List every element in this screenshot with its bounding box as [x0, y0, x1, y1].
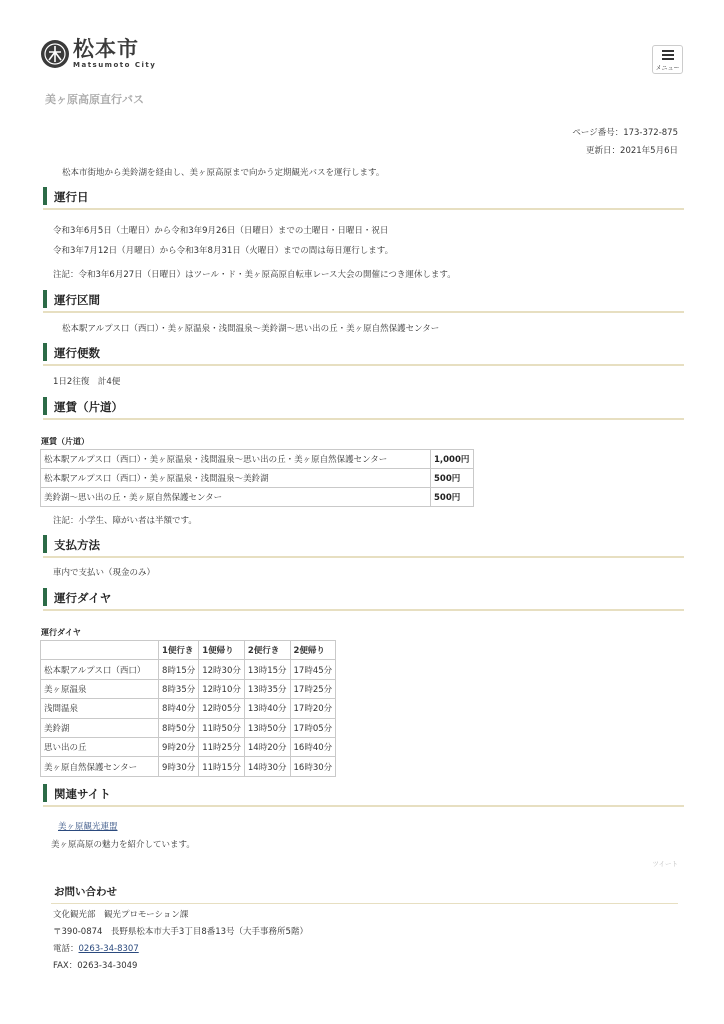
time-cell: 11時50分	[199, 718, 245, 737]
time-cell: 11時25分	[199, 737, 245, 756]
table-row	[41, 469, 474, 488]
fare-price-cell: 500円	[431, 469, 474, 488]
section-heading-route	[43, 289, 684, 313]
time-cell: 8時15分	[159, 660, 199, 679]
time-cell: 14時30分	[244, 757, 290, 776]
frequency-text: 1日2往復 計4便	[53, 377, 121, 387]
table-row	[41, 679, 336, 698]
fare-route-cell: 松本駅アルプス口（西口）・美ヶ原温泉・浅間温泉～思い出の丘・美ヶ原自然保護センター	[41, 450, 431, 469]
stop-name-cell: 美ヶ原温泉	[41, 679, 159, 698]
time-cell: 8時50分	[159, 718, 199, 737]
time-cell: 13時50分	[244, 718, 290, 737]
section-heading-operation-days	[43, 186, 684, 210]
route-text: 松本駅アルプス口（西口）・美ヶ原温泉・浅間温泉～美鈴湖～思い出の丘・美ヶ原自然保護センター	[62, 324, 440, 334]
page-title: 美ヶ原高原直行バス	[45, 93, 144, 106]
column-header: 2便行き	[244, 641, 290, 660]
heading-accent-bar	[43, 588, 47, 606]
fare-price-cell: 500円	[431, 488, 474, 507]
time-cell: 13時35分	[244, 679, 290, 698]
time-cell: 17時20分	[290, 699, 336, 718]
table-row	[41, 718, 336, 737]
contact-title: お問い合わせ	[54, 886, 117, 898]
stop-name-cell: 美鈴湖	[41, 718, 159, 737]
heading-text: 運行ダイヤ	[54, 591, 112, 605]
section-heading-payment	[43, 534, 684, 558]
logo-japanese-text: 松本市	[73, 37, 139, 61]
heading-text: 運行区間	[54, 293, 100, 307]
time-cell: 8時40分	[159, 699, 199, 718]
page-number: ページ番号：173-372-875	[572, 128, 678, 138]
operation-days-line-2: 令和3年7月12日（月曜日）から令和3年8月31日（火曜日）までの間は毎日運行します。	[53, 246, 394, 256]
table-row	[41, 450, 474, 469]
heading-text: 運行日	[54, 190, 89, 204]
site-header	[0, 0, 724, 90]
heading-text: 運賃（片道）	[54, 400, 123, 414]
tweet-button[interactable]: ツイート	[652, 860, 678, 868]
heading-text: 支払方法	[54, 538, 100, 552]
intro-text: 松本市街地から美鈴湖を経由し、美ヶ原高原まで向かう定期観光バスを運行します。	[62, 168, 385, 178]
menu-button-label: メニュー	[655, 64, 680, 72]
heading-accent-bar	[43, 187, 47, 205]
time-cell: 9時20分	[159, 737, 199, 756]
contact-tel	[53, 942, 139, 954]
table-header-row	[41, 641, 336, 660]
table-row	[41, 488, 474, 507]
contact-tel-label: 電話：	[53, 944, 79, 954]
fare-table	[40, 449, 474, 507]
hamburger-icon	[662, 50, 674, 62]
operation-days-line-1: 令和3年6月5日（土曜日）から令和3年9月26日（日曜日）までの土曜日・日曜日・祝日	[53, 226, 389, 236]
stop-name-cell: 思い出の丘	[41, 737, 159, 756]
section-heading-related	[43, 783, 684, 807]
table-row	[41, 757, 336, 776]
time-cell: 17時25分	[290, 679, 336, 698]
heading-text: 運行便数	[54, 346, 100, 360]
contact-address: 〒390-0874 長野県松本市大手3丁目8番13号（大手事務所5階）	[53, 927, 308, 937]
time-cell: 8時35分	[159, 679, 199, 698]
time-cell: 16時40分	[290, 737, 336, 756]
fare-note: 注記：小学生、障がい者は半額です。	[53, 516, 197, 526]
fare-route-cell: 美鈴湖～思い出の丘・美ヶ原自然保護センター	[41, 488, 431, 507]
stop-name-cell: 美ヶ原自然保護センター	[41, 757, 159, 776]
heading-accent-bar	[43, 535, 47, 553]
column-header: 1便行き	[159, 641, 199, 660]
heading-accent-bar	[43, 343, 47, 361]
time-cell: 17時05分	[290, 718, 336, 737]
section-heading-timetable	[43, 587, 684, 611]
related-site-description: 美ヶ原高原の魅力を紹介しています。	[51, 840, 195, 850]
heading-accent-bar	[43, 397, 47, 415]
table-row	[41, 660, 336, 679]
table-row	[41, 699, 336, 718]
heading-accent-bar	[43, 290, 47, 308]
time-cell: 14時20分	[244, 737, 290, 756]
time-cell: 16時30分	[290, 757, 336, 776]
section-heading-fare	[43, 396, 684, 420]
contact-department: 文化観光部 観光プロモーション課	[53, 910, 189, 920]
fare-route-cell: 松本駅アルプス口（西口）・美ヶ原温泉・浅間温泉～美鈴湖	[41, 469, 431, 488]
payment-text: 車内で支払い（現金のみ）	[53, 568, 156, 578]
time-cell: 12時30分	[199, 660, 245, 679]
stop-name-cell: 松本駅アルプス口（西口）	[41, 660, 159, 679]
site-logo[interactable]	[41, 38, 156, 69]
time-cell: 11時15分	[199, 757, 245, 776]
contact-divider	[51, 903, 678, 904]
updated-date: 更新日：2021年5月6日	[586, 146, 678, 156]
fare-table-caption: 運賃（片道）	[41, 437, 89, 446]
logo-english-text: Matsumoto City	[73, 61, 157, 69]
related-site-link[interactable]: 美ヶ原観光連盟	[58, 822, 118, 832]
timetable-caption: 運行ダイヤ	[41, 628, 81, 637]
time-cell: 9時30分	[159, 757, 199, 776]
menu-button[interactable]	[652, 45, 683, 74]
contact-fax: FAX：0263-34-3049	[53, 961, 138, 971]
time-cell: 12時10分	[199, 679, 245, 698]
heading-text: 関連サイト	[54, 787, 111, 801]
contact-tel-link[interactable]: 0263-34-8307	[78, 944, 139, 954]
time-cell: 17時45分	[290, 660, 336, 679]
column-header: 2便帰り	[290, 641, 336, 660]
section-heading-frequency	[43, 342, 684, 366]
column-header	[41, 641, 159, 660]
table-row	[41, 737, 336, 756]
column-header: 1便帰り	[199, 641, 245, 660]
timetable-table	[40, 640, 336, 777]
stop-name-cell: 浅間温泉	[41, 699, 159, 718]
time-cell: 13時40分	[244, 699, 290, 718]
time-cell: 12時05分	[199, 699, 245, 718]
heading-accent-bar	[43, 784, 47, 802]
fare-price-cell: 1,000円	[431, 450, 474, 469]
operation-days-note: 注記：令和3年6月27日（日曜日）はツール・ド・美ヶ原高原自転車レース大会の開催につき運休します。	[53, 270, 456, 280]
city-emblem-icon	[41, 40, 69, 68]
time-cell: 13時15分	[244, 660, 290, 679]
